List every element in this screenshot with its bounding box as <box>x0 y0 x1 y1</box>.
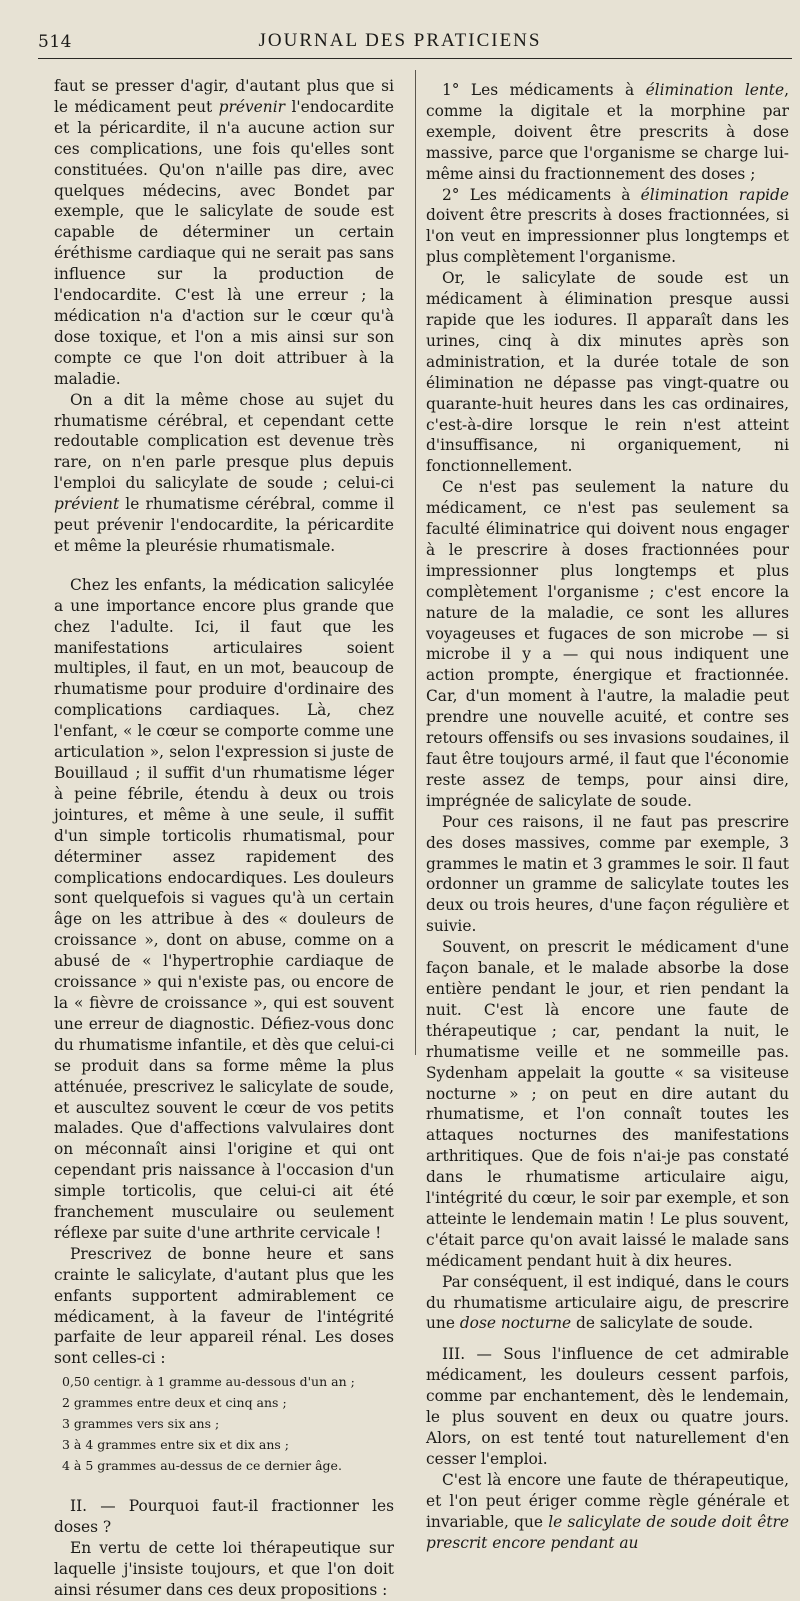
paragraph: Pour ces raisons, il ne faut pas prescrire des doses massives, comme par exemple, 3 grammes le matin et 3 grammes le soir. Il faut ordonner un gramme de salicylate toutes les deux ou trois heures, d'une façon régulière et suivie. <box>426 812 789 936</box>
left-column <box>54 76 394 1601</box>
paragraph: Ce n'est pas seulement la nature du médicament, ce n'est pas seulement sa faculté éliminatrice qui doivent nous engager à le prescrire à doses fractionnées pour impressionner plus longtemps et plus complètement l'organisme ; c'est encore la nature de la maladie, ce sont les allures voyageuses et fugaces de son microbe — si microbe il y a — qui nous indiquent une action prompte, énergique et fractionnée. Car, d'un moment à l'autre, la maladie peut prendre une nouvelle acuité, et contre ses retours offensifs ou ses invasions soudaines, il faut être toujours armé, il faut que l'économie reste assez de temps, pour ainsi dire, imprégnée de salicylate de soude. <box>426 478 789 810</box>
header-rule <box>38 58 792 59</box>
paragraph: En vertu de cette loi thérapeutique sur laquelle j'insiste toujours, et que l'on doit ainsi résumer dans ces deux propositions : <box>54 1539 394 1599</box>
section-title: II. — Pourquoi faut-il fractionner les doses ? <box>54 1497 394 1537</box>
paragraph: Or, le salicylate de soude est un médicament à élimination presque aussi rapide que les iodures. Il apparaît dans les urines, cinq à dix minutes après son administration, et la durée totale de son élimination ne dépasse pas vingt-quatre ou quarante-huit heures dans les cas ordinaires, c'est-à-dire lorsque le rein n'est atteint d'insuffisance, ni organiquement, ni fonctionnellement. <box>426 269 789 476</box>
column-divider <box>415 70 416 1055</box>
journal-title: JOURNAL DES PRATICIENS <box>258 30 542 51</box>
paragraph: 1° Les médicaments à élimination lente, comme la digitale et la morphine par exemple, doivent être prescrits à dose massive, parce que l'organisme se charge lui-même ainsi du fractionnement des doses ; <box>426 81 789 183</box>
paragraph: III. — Sous l'influence de cet admirable médicament, les douleurs cessent parfois, comme par enchantement, dès le lendemain, le plus souvent en deux ou quatre jours. Alors, on est tenté tout naturellement d'en cesser l'emploi. <box>426 1345 789 1468</box>
dose-item: 3 à 4 grammes entre six et dix ans ; <box>62 1437 289 1453</box>
paragraph: Prescrivez de bonne heure et sans crainte le salicylate, d'autant plus que les enfants supportent admirablement ce médicament, à la faveur de l'intégrité parfaite de leur appareil rénal. Les doses sont celles-ci : <box>54 1244 394 1368</box>
right-column <box>426 80 789 1553</box>
dose-item: 3 grammes vers six ans ; <box>62 1416 220 1432</box>
page-number: 514 <box>38 32 72 52</box>
paragraph: On a dit la même chose au sujet du rhumatisme cérébral, et cependant cette redoutable complication est devenue très rare, on n'en parle presque plus depuis l'emploi du salicylate de soude ; celui-ci prévient le rhumatisme cérébral, comme il peut prévenir l'endocardite, la péricardite et même la pleurésie rhumatismale. <box>54 390 394 555</box>
paragraph: C'est là encore une faute de thérapeutique, et l'on peut ériger comme règle générale et invariable, que le salicylate de soude doit être prescrit encore pendant au <box>426 1470 789 1552</box>
dose-item: 0,50 centigr. à 1 gramme au-dessous d'un an ; <box>62 1374 355 1390</box>
paragraph: Chez les enfants, la médication salicylée a une importance encore plus grande que chez l'adulte. Ici, il faut que les manifestations articulaires soient multiples, il faut, en un mot, beaucoup de rhumatisme pour produire d'ordinaire des complications cardiaques. Là, chez l'enfant, « le cœur se comporte comme une articulation », selon l'expression si juste de Bouillaud ; il suffit d'un rhumatisme léger à peine fébrile, étendu à deux ou trois jointures, et même à une seule, il suffit d'un simple torticolis rhumatismal, pour déterminer assez rapidement des complications endocardiques. Les douleurs sont quelquefois si vagues qu'à un certain âge on les attribue à des « douleurs de croissance », dont on abuse, comme on a abusé de « l'hypertrophie cardiaque de croissance » qui n'existe pas, ou encore de la « fièvre de croissance », qui est souvent une erreur de diagnostic. Défiez-vous donc du rhumatisme infantile, et dès que celui-ci se produit dans sa forme même la plus atténuée, prescrivez le salicylate de soude, et auscultez souvent le cœur de vos petits malades. Que d'affections valvulaires dont on méconnaît ainsi l'origine et qui ont cependant pris naissance à l'occasion d'un simple torticolis, que celui-ci ait été franchement musculaire ou seulement réflexe par suite d'une arthrite cervicale ! <box>54 575 394 1242</box>
dose-list <box>54 1371 394 1476</box>
paragraph: 2° Les médicaments à élimination rapide doivent être prescrits à doses fractionnées, si l'on veut en impressionner plus longtemps et plus complètement l'organisme. <box>426 185 789 267</box>
dose-item: 2 grammes entre deux et cinq ans ; <box>62 1395 287 1411</box>
paragraph: Souvent, on prescrit le médicament d'une façon banale, et le malade absorbe la dose entière pendant le jour, et rien pendant la nuit. C'est là encore une faute de thérapeutique ; car, pendant la nuit, le rhumatisme veille et ne sommeille pas. Sydenham appelait la goutte « sa visiteuse nocturne » ; on peut en dire autant du rhumatisme, et l'on connaît toutes les attaques nocturnes des manifestations arthritiques. Que de fois n'ai-je pas constaté dans le rhumatisme articulaire aigu, l'intégrité du cœur, le soir par exemple, et son atteinte le lendemain matin ! Le plus souvent, c'était parce qu'on avait laissé le malade sans médicament pendant huit à dix heures. <box>426 938 789 1270</box>
paragraph: faut se presser d'agir, d'autant plus que si le médicament peut prévenir l'endocardite et la péricardite, il n'a aucune action sur ces complications, une fois qu'elles sont constituées. Qu'on n'aille pas dire, avec quelques médecins, avec Bondet par exemple, que le salicylate de soude est capable de déterminer un certain éréthisme cardiaque qui ne serait pas sans influence sur la production de l'endocardite. C'est là une erreur ; la médication n'a d'action sur le cœur qu'à dose toxique, et l'on a mis ainsi sur son compte ce que l'on doit attribuer à la maladie. <box>54 77 394 388</box>
page-header <box>0 0 800 58</box>
paragraph: Par conséquent, il est indiqué, dans le cours du rhumatisme articulaire aigu, de prescrire une dose nocturne de salicylate de soude. <box>426 1272 789 1333</box>
dose-item: 4 à 5 grammes au-dessus de ce dernier âge. <box>62 1458 342 1474</box>
